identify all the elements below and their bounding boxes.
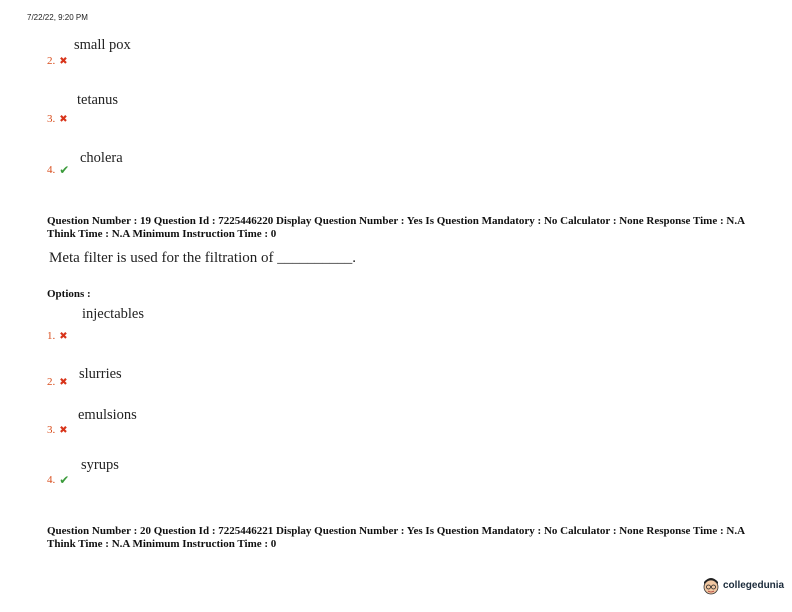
cross-icon: ✖ [59, 55, 68, 67]
prev-option-4-text: cholera [80, 150, 123, 166]
option-number: 1. [47, 330, 56, 342]
q19-option-1-number [47, 330, 68, 342]
options-label: Options : [47, 288, 91, 300]
q19-option-1-text: injectables [82, 306, 145, 322]
check-icon: ✔ [59, 473, 70, 487]
option-number: 2. [47, 55, 56, 67]
q19-option-2-text: slurries [79, 366, 122, 382]
prev-option-3-number [47, 113, 68, 125]
cross-icon: ✖ [59, 424, 68, 436]
question-20-meta: Question Number : 20 Question Id : 7225446221 Display Question Number : Yes Is Question Mandatory : No Calculator : None Response Time : N.A Think Time : N.A Minimum Instruction Time : 0 [47, 525, 745, 550]
option-number: 4. [47, 164, 56, 176]
cross-icon: ✖ [59, 330, 68, 342]
q19-option-4-text: syrups [81, 457, 119, 473]
q19-option-3-number [47, 424, 68, 436]
question-19-meta: Question Number : 19 Question Id : 7225446220 Display Question Number : Yes Is Question Mandatory : No Calculator : None Response Time : N.A Think Time : N.A Minimum Instruction Time : 0 [47, 215, 745, 240]
mascot-icon [702, 576, 720, 596]
prev-option-2-number [47, 55, 68, 67]
option-number: 3. [47, 113, 56, 125]
q19-option-3-text: emulsions [78, 407, 137, 423]
check-icon: ✔ [59, 163, 70, 177]
prev-option-4-number [47, 163, 69, 177]
q19-option-4-number [47, 473, 69, 487]
cross-icon: ✖ [59, 113, 68, 125]
option-number: 4. [47, 474, 56, 486]
question-19-text: Meta filter is used for the filtration of __________. [49, 250, 357, 266]
print-timestamp: 7/22/22, 9:20 PM [27, 13, 88, 22]
logo-wordmark: collegedunia [723, 580, 785, 591]
q19-option-2-number [47, 376, 68, 388]
prev-option-3-text: tetanus [77, 92, 119, 108]
option-number: 3. [47, 424, 56, 436]
collegedunia-logo [702, 576, 784, 596]
option-number: 2. [47, 376, 56, 388]
cross-icon: ✖ [59, 376, 68, 388]
prev-option-2-text: small pox [74, 37, 131, 53]
